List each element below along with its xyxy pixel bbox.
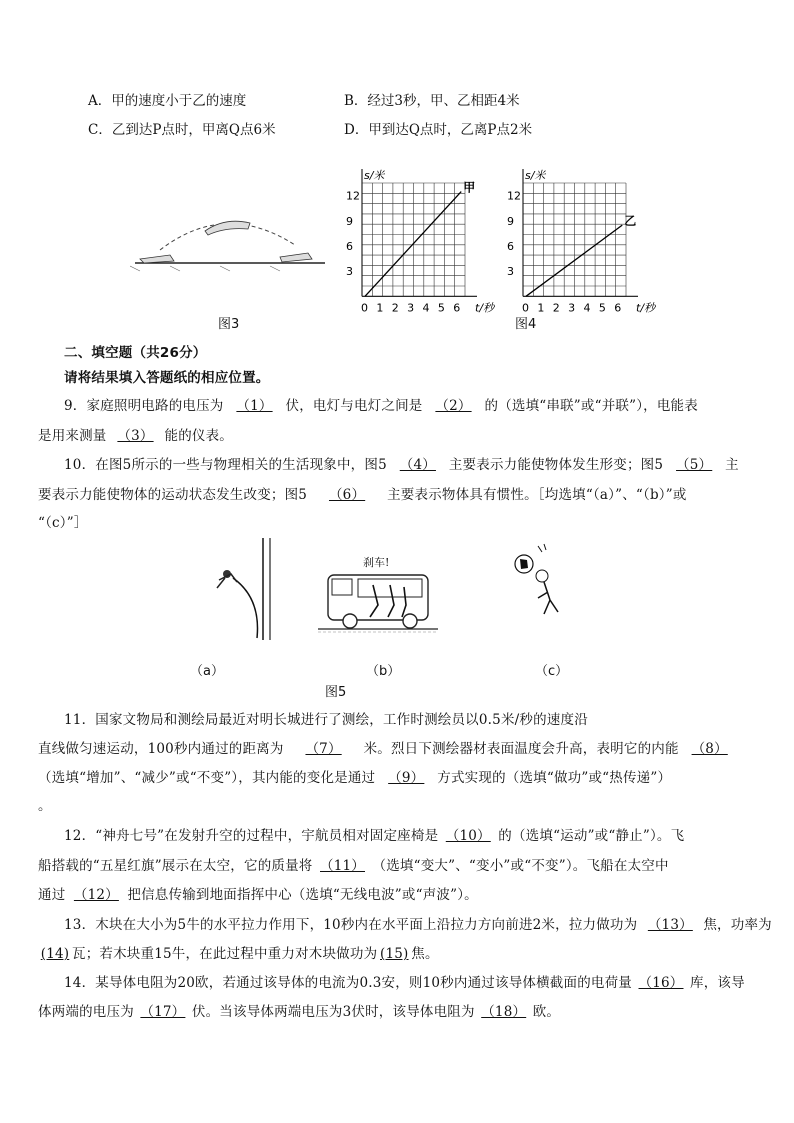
q14-line-2: 体两端的电压为 （17） 伏。当该导体两端电压为3伏时，该导体电阻为 （18） 欧。 — [38, 1000, 560, 1020]
answer-blank: (15) — [380, 946, 409, 962]
q13-line-1: 13．木块在大小为5牛的水平拉力作用下，10秒内在水平面上沿拉力方向前进2米，拉力做功为 （13） 焦，功率为 — [64, 913, 772, 933]
answer-blank: （7） — [305, 741, 342, 757]
figure-4-charts — [330, 165, 670, 315]
x-tick-label: 2 — [391, 301, 399, 315]
x-tick-label: 4 — [422, 301, 430, 315]
figure-4-caption: 图4 — [515, 317, 537, 332]
x-tick-label: 1 — [376, 301, 384, 315]
q11-line-1: 11．国家文物局和测绘局最近对明长城进行了测绘，工作时测绘员以0.5米/秒的速度沿 — [64, 712, 588, 728]
answer-blank: （1） — [236, 398, 273, 414]
x-tick-label: 4 — [583, 301, 591, 315]
q9-line-1: 9．家庭照明电路的电压为 （1） 伏，电灯与电灯之间是 （2） 的（选填“串联”或“并联”），电能表 — [64, 394, 698, 414]
option-b: B．经过3秒，甲、乙相距4米 — [344, 93, 520, 109]
q9-line-2: 是用来测量 （3） 能的仪表。 — [38, 424, 233, 444]
y-tick-label: 9 — [507, 214, 514, 228]
y-tick-label: 3 — [346, 265, 353, 279]
answer-blank: （4） — [399, 457, 436, 473]
y-tick-label: 9 — [346, 214, 353, 228]
x-tick-label: 5 — [598, 301, 606, 315]
x-tick-label: 3 — [568, 301, 576, 315]
x-tick-label: 6 — [614, 301, 622, 315]
figure-5c-label: （c） — [535, 664, 569, 679]
q10-line-2: 要表示力能使物体的运动状态发生改变；图5 （6） 主要表示物体具有惯性。［均选填“（a）”、“（b）”或 — [38, 483, 687, 503]
figure-5c-heading-ball — [508, 542, 578, 622]
y-tick-label: 6 — [346, 239, 353, 253]
figure-5a-pole-vault — [205, 538, 285, 643]
answer-blank: （10） — [445, 828, 491, 844]
answer-blank: （2） — [435, 398, 472, 414]
section-heading: 二、填空题（共26分） — [64, 345, 207, 361]
q11-line-4: 。 — [38, 798, 52, 814]
answer-blank: （3） — [117, 428, 154, 444]
x-tick-label: 5 — [437, 301, 445, 315]
q13-line-2: (14) 瓦；若木块重15牛，在此过程中重力对木块做功为 (15) 焦。 — [38, 942, 439, 962]
answer-blank: (14) — [40, 946, 70, 962]
y-tick-label: 12 — [507, 189, 521, 203]
series-line — [365, 192, 461, 297]
q12-line-1: 12．“神舟七号”在发射升空的过程中，宇航员相对固定座椅是 （10） 的（选填“运动”或“静止”）。飞 — [64, 824, 684, 844]
answer-blank: （6） — [328, 487, 366, 503]
option-a: A．甲的速度小于乙的速度 — [88, 93, 247, 109]
section-instruction: 请将结果填入答题纸的相应位置。 — [64, 370, 270, 386]
q12-line-2: 船搭载的“五星红旗”展示在太空，它的质量将 （11） （选填“变大”、“变小”或“不变”）。飞船在太空中 — [38, 854, 669, 874]
q11-line-3: （选填“增加”、“减少”或“不变”），其内能的变化是通过 （9） 方式实现的（选填“做功”或“热传递”） — [38, 766, 671, 786]
figure-5a-label: （a） — [190, 664, 224, 679]
answer-blank: （13） — [647, 917, 693, 933]
x-tick-label: 0 — [522, 301, 529, 315]
answer-blank: （17） — [140, 1004, 186, 1020]
x-tick-label: 1 — [537, 301, 545, 315]
brake-sign: 刹车! — [363, 556, 390, 569]
figure-5b-label: （b） — [366, 664, 401, 679]
figure-3-caption: 图3 — [218, 317, 240, 332]
y-tick-label: 6 — [507, 239, 514, 253]
q14-line-1: 14．某导体电阻为20欧，若通过该导体的电流为0.3安，则10秒内通过该导体横截面的电荷量 （16） 库，该导 — [64, 971, 745, 991]
answer-blank: （9） — [388, 770, 425, 786]
y-tick-label: 12 — [346, 189, 360, 203]
figure-5-caption: 图5 — [325, 685, 347, 700]
y-axis-label: s/米 — [364, 169, 385, 182]
option-c: C．乙到达P点时，甲离Q点6米 — [88, 122, 276, 138]
answer-blank: （11） — [320, 858, 365, 874]
x-tick-label: 3 — [407, 301, 415, 315]
figure-3-illustration — [130, 205, 330, 275]
answer-blank: （12） — [73, 887, 119, 903]
answer-blank: （16） — [638, 975, 684, 991]
series-line — [526, 225, 622, 296]
x-tick-label: 6 — [453, 301, 461, 315]
q10-line-1: 10．在图5所示的一些与物理相关的生活现象中，图5 （4） 主要表示力能使物体发生形变；图5 （5） 主 — [64, 453, 739, 473]
x-tick-label: 2 — [552, 301, 560, 315]
x-tick-label: 0 — [361, 301, 368, 315]
q11-line-2: 直线做匀速运动，100秒内通过的距离为 （7） 米。烈日下测绘器材表面温度会升高，表明它的内能 （8） — [38, 737, 741, 757]
answer-blank: （5） — [676, 457, 713, 473]
series-label: 甲 — [463, 180, 476, 195]
x-axis-label: t/秒 — [636, 301, 656, 315]
option-d: D．甲到达Q点时，乙离P点2米 — [344, 122, 533, 138]
q12-line-3: 通过 （12） 把信息传输到地面指挥中心（选填“无线电波”或“声波”）。 — [38, 883, 478, 903]
answer-blank: （18） — [481, 1004, 527, 1020]
series-label: 乙 — [624, 214, 637, 229]
answer-blank: （8） — [691, 741, 728, 757]
q10-line-3: “（c）”］ — [38, 515, 88, 531]
x-axis-label: t/秒 — [475, 301, 495, 315]
y-tick-label: 3 — [507, 265, 514, 279]
y-axis-label: s/米 — [525, 169, 546, 182]
